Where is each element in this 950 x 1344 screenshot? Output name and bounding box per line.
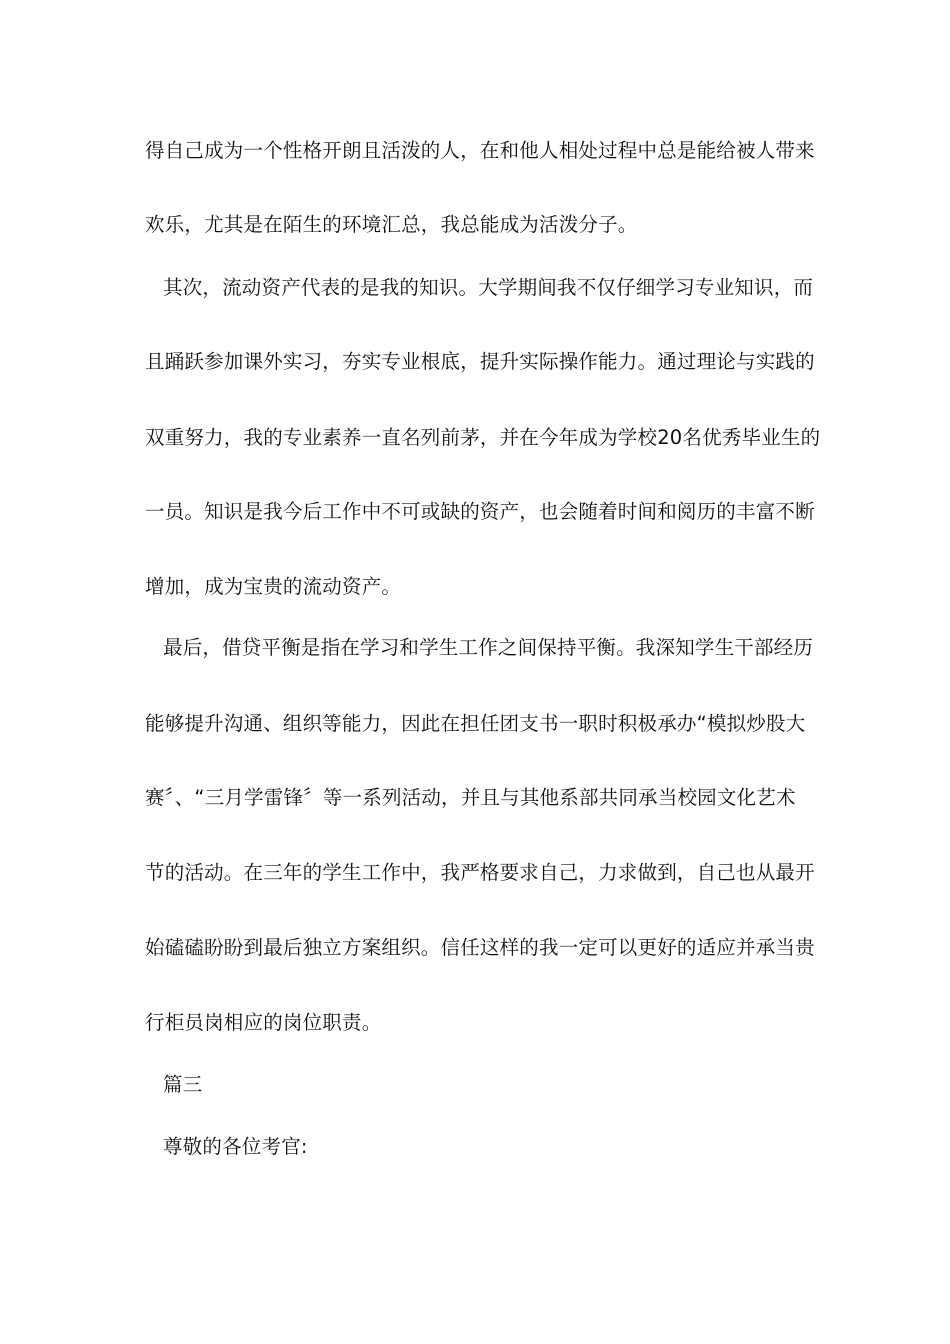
- paragraph-line: 一员。知识是我今后工作中不可或缺的资产，也会随着时间和阅历的丰富不断: [145, 500, 815, 523]
- salutation-line: 尊敬的各位考官:: [163, 1135, 308, 1158]
- paragraph-line: 增加，成为宝贵的流动资产。: [145, 575, 402, 598]
- paragraph-line: 最后，借贷平衡是指在学习和学生工作之间保持平衡。我深知学生干部经历: [163, 636, 814, 659]
- section-heading: 篇三: [163, 1073, 203, 1096]
- paragraph-line: 得自己成为一个性格开朗且活泼的人，在和他人相处过程中总是能给被人带来: [145, 139, 815, 162]
- paragraph-line: 节的活动。在三年的学生工作中，我严格要求自己，力求做到，自己也从最开: [145, 861, 815, 884]
- paragraph-line: 始磕磕盼盼到最后独立方案组织。信任这样的我一定可以更好的适应并承当贵: [145, 936, 815, 959]
- paragraph-line: 欢乐，尤其是在陌生的环境汇总，我总能成为活泼分子。: [145, 213, 638, 236]
- paragraph-line: 且踊跃参加课外实习，夯实专业根底，提升实际操作能力。通过理论与实践的: [145, 350, 815, 373]
- paragraph-line: 其次，流动资产代表的是我的知识。大学期间我不仅仔细学习专业知识，而: [163, 276, 814, 299]
- paragraph-line: 能够提升沟通、组织等能力，因此在担任团支书一职时积极承办“模拟炒股大: [145, 712, 806, 735]
- paragraph-line: 双重努力，我的专业素养一直名列前茅，并在今年成为学校20名优秀毕业生的: [145, 426, 821, 449]
- paragraph-line: 赛〞、“三月学雷锋〞等一系列活动，并且与其他系部共同承当校园文化艺术: [145, 786, 796, 809]
- paragraph-line: 行柜员岗相应的岗位职责。: [145, 1011, 382, 1034]
